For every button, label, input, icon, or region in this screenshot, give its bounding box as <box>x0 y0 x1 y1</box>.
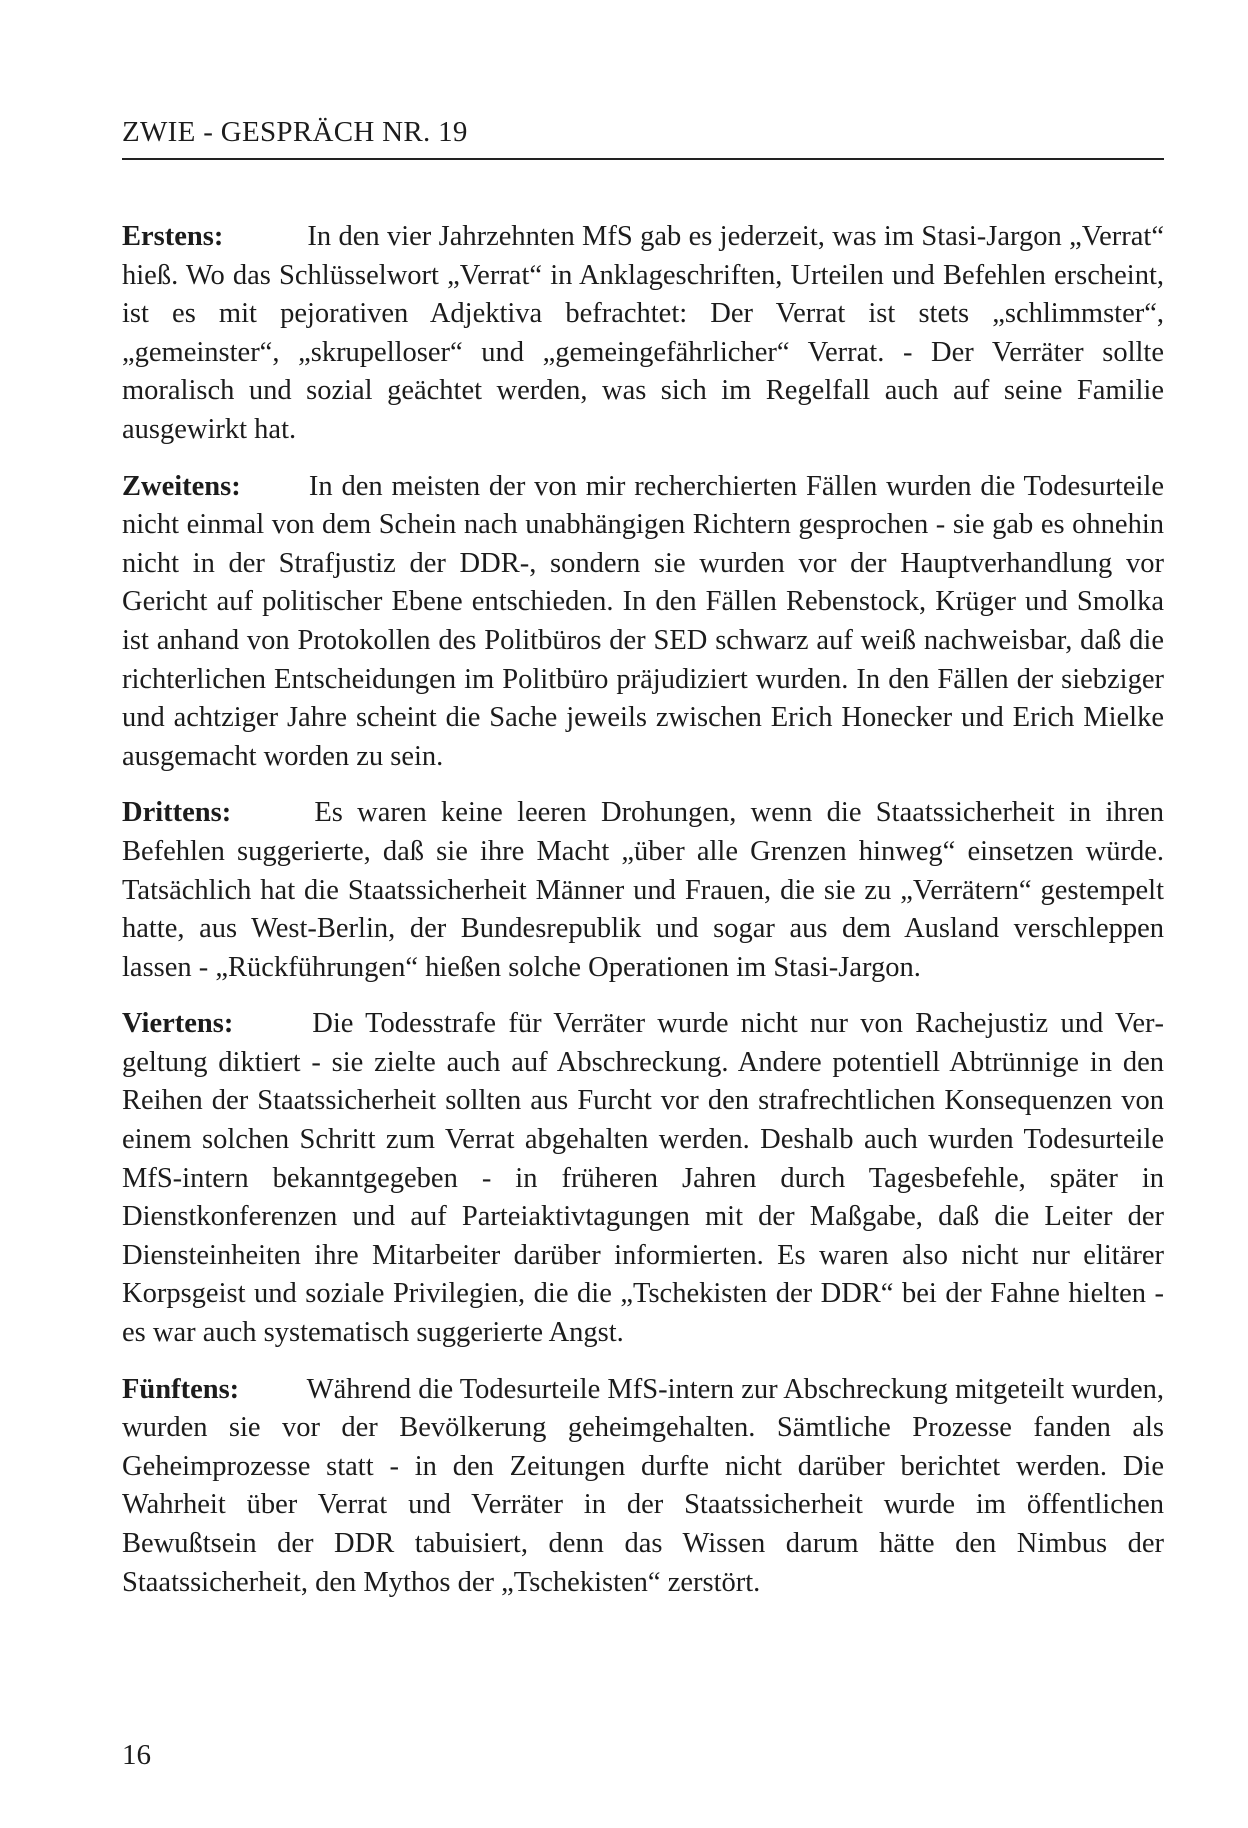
paragraph-text: Es waren keine leeren Drohungen, wenn die Staatssicherheit in ihren Befehlen suggerierte, daß sie ihre Macht „über alle Grenzen hinweg“ einsetzen würde. Tatsächlich hat die Staatssicherheit Männer und Frauen, die sie zu „Verrätern“ gestempelt hatte, aus West-Berlin, der Bundesrepublik und sogar aus dem Ausland verschleppen lassen - „Rückführungen“ hießen solche Operationen im Stasi-Jargon. <box>122 797 1165 983</box>
page-number: 16 <box>122 1739 151 1771</box>
header-title: ZWIE - GESPRÄCH NR. 19 <box>122 116 468 148</box>
paragraph-zweitens <box>122 468 1164 777</box>
paragraph-erstens <box>122 218 1164 450</box>
paragraph-lead: Erstens: <box>122 221 224 252</box>
paragraph-text: In den meisten der von mir recherchierten Fällen wurden die Todesurteile nicht einmal von dem Schein nach unabhängigen Richtern gesprochen - sie gab es ohnehin nicht in der Strafjustiz der DDR-, sondern sie wurden vor der Hauptverhandlung vor Gericht auf politischer Ebene entschieden. In den Fällen Rebenstock, Krüger und Smolka ist anhand von Protokollen des Politbüros der SED schwarz auf weiß nachweisbar, daß die richterlichen Entscheidungen im Politbüro präjudiziert wurden. In den Fällen der siebziger und achtziger Jahre scheint die Sache jeweils zwischen Erich Honecker und Erich Mielke ausgemacht worden zu sein. <box>122 470 1165 772</box>
paragraph-lead: Viertens: <box>122 1008 234 1040</box>
paragraph-text: In den vier Jahrzehnten MfS gab es jederzeit, was im Stasi-Jargon „Verrat“ hieß. Wo das Schlüsselwort „Verrat“ in Anklageschriften, Urteilen und Befehlen erscheint, ist es mit pejorativen Adjektiva befrachtet: Der Verrat ist stets „schlimmster“, „gemeinster“, „skrupelloser“ und „gemeingefährlicher“ Verrat. - Der Verräter sollte moralisch und sozial geächtet werden, was sich im Regelfall auch auf seine Familie ausgewirkt hat. <box>122 221 1165 445</box>
paragraph-lead: Drittens: <box>122 797 232 829</box>
paragraph-text: Während die Todesurteile MfS-intern zur Abschreckung mitgeteilt wurden, wurden sie vor der Bevölkerung geheimgehalten. Sämtliche Prozesse fanden als Geheimprozesse statt - in den Zeitungen durfte nicht darüber berichtet werden. Die Wahrheit über Verrat und Verräter in der Staatssicherheit wurde im öffentlichen Bewußtsein der DDR tabuisiert, denn das Wissen darum hätte den Nimbus der Staatssicherheit, den Mythos der „Tschekisten“ zerstört. <box>122 1373 1164 1598</box>
paragraph-lead: Zweitens: <box>122 470 241 502</box>
running-header <box>122 114 1164 160</box>
paragraph-drittens <box>122 794 1164 987</box>
body-text <box>122 218 1164 1620</box>
paragraph-lead: Fünftens: <box>122 1373 240 1405</box>
paragraph-viertens <box>122 1005 1164 1352</box>
paragraph-fuenftens <box>122 1371 1164 1603</box>
paragraph-text: Die Todesstrafe für Verräter wurde nicht nur von Rachejustiz und Vergeltung diktiert - sie zielte auch auf Abschreckung. Andere potentiell Abtrünnige in den Reihen der Staatssicherheit sollten aus Furcht vor den strafrechtlichen Konsequenzen von einem solchen Schritt zum Verrat abgehalten werden. Deshalb auch wurden Todesurteile MfS-intern bekanntgegeben - in früheren Jahren durch Tagesbefehle, später in Dienstkonferenzen und auf Parteiaktivtagungen mit der Maßgabe, daß die Leiter der Diensteinheiten ihre Mitarbeiter darüber informierten. Es waren also nicht nur elitärer Korpsgeist und soziale Privilegien, die die „Tschekisten der DDR“ bei der Fahne hielten - es war auch systematisch suggerierte Angst. <box>122 1008 1164 1349</box>
